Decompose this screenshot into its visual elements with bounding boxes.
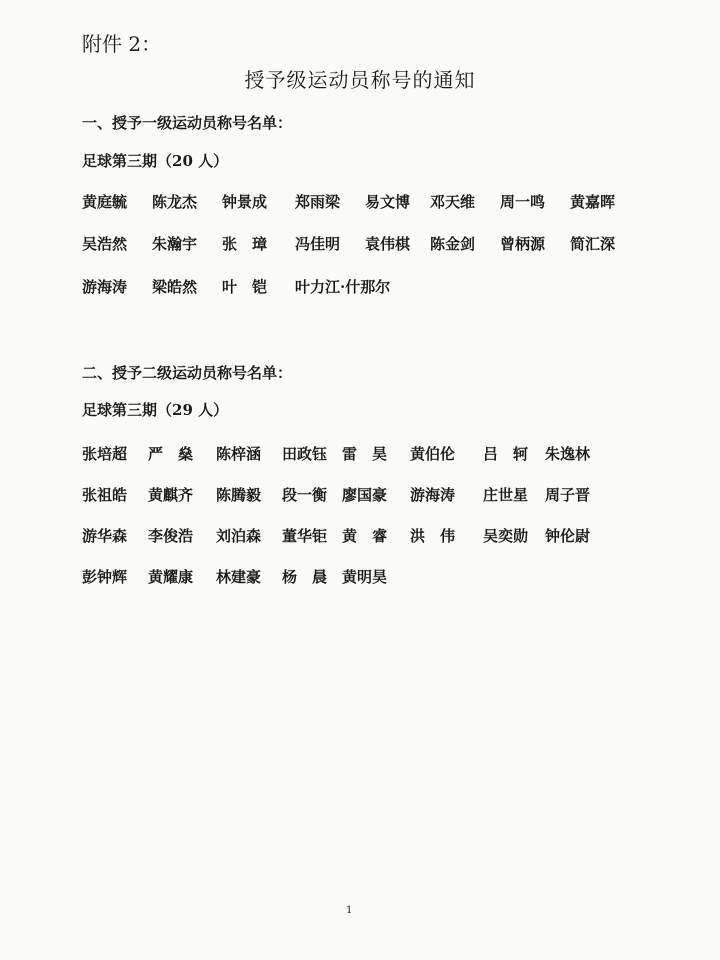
name-entry: 黄伯伦: [410, 445, 456, 463]
name-entry: 周子晋: [545, 486, 591, 504]
name-entry: 雷 昊: [342, 445, 388, 463]
page-number: 1: [346, 905, 353, 916]
document-title: 授予级运动员称号的通知: [244, 68, 476, 92]
name-entry: 陈龙杰: [152, 193, 198, 211]
name-entry: 钟景成: [222, 193, 268, 211]
name-entry: 朱瀚宇: [152, 235, 198, 253]
name-entry: 陈梓涵: [216, 445, 262, 463]
name-entry: 彭钟辉: [82, 568, 128, 586]
section-1-group: 足球第三期（20 人）: [82, 152, 229, 170]
name-entry: 庄世星: [483, 486, 529, 504]
name-entry: 简汇深: [570, 235, 616, 253]
name-entry: 董华钜: [282, 527, 328, 545]
name-entry: 叶力江·什那尔: [295, 278, 391, 296]
name-entry: 段一衡: [282, 486, 328, 504]
name-entry: 田政钰: [282, 445, 328, 463]
name-entry: 游华森: [82, 527, 128, 545]
name-entry: 黄庭毓: [82, 193, 128, 211]
name-entry: 吴奕勋: [483, 527, 529, 545]
name-entry: 洪 伟: [410, 527, 456, 545]
section-1-heading: 一、授予一级运动员称号名单：: [82, 114, 293, 132]
name-entry: 廖国豪: [342, 486, 388, 504]
name-entry: 杨 晨: [282, 568, 328, 586]
name-entry: 曾柄源: [500, 235, 546, 253]
name-entry: 黄耀康: [148, 568, 194, 586]
name-entry: 陈金剑: [430, 235, 476, 253]
section-2-group: 足球第三期（29 人）: [82, 401, 229, 419]
name-entry: 张 璋: [222, 235, 268, 253]
name-entry: 朱逸林: [545, 445, 591, 463]
name-entry: 冯佳明: [295, 235, 341, 253]
name-entry: 袁伟棋: [365, 235, 411, 253]
name-entry: 吴浩然: [82, 235, 128, 253]
attachment-label: 附件 2：: [82, 32, 162, 56]
name-entry: 刘泊森: [216, 527, 262, 545]
name-entry: 黄嘉晖: [570, 193, 616, 211]
name-entry: 张祖皓: [82, 486, 128, 504]
name-entry: 钟伦尉: [545, 527, 591, 545]
name-entry: 吕 轲: [483, 445, 529, 463]
name-entry: 张培超: [82, 445, 128, 463]
name-entry: 黄明昊: [342, 568, 388, 586]
name-entry: 游海涛: [82, 278, 128, 296]
name-entry: 林建豪: [216, 568, 262, 586]
name-entry: 严 燊: [148, 445, 194, 463]
name-entry: 邓天维: [430, 193, 476, 211]
name-entry: 黄 睿: [342, 527, 388, 545]
name-entry: 叶 铠: [222, 278, 268, 296]
name-entry: 黄麒齐: [148, 486, 194, 504]
name-entry: 陈腾毅: [216, 486, 262, 504]
name-entry: 郑雨梁: [295, 193, 341, 211]
name-entry: 梁皓然: [152, 278, 198, 296]
name-entry: 李俊浩: [148, 527, 194, 545]
section-2-heading: 二、授予二级运动员称号名单：: [82, 364, 293, 382]
name-entry: 周一鸣: [500, 193, 546, 211]
name-entry: 易文博: [365, 193, 411, 211]
name-entry: 游海涛: [410, 486, 456, 504]
